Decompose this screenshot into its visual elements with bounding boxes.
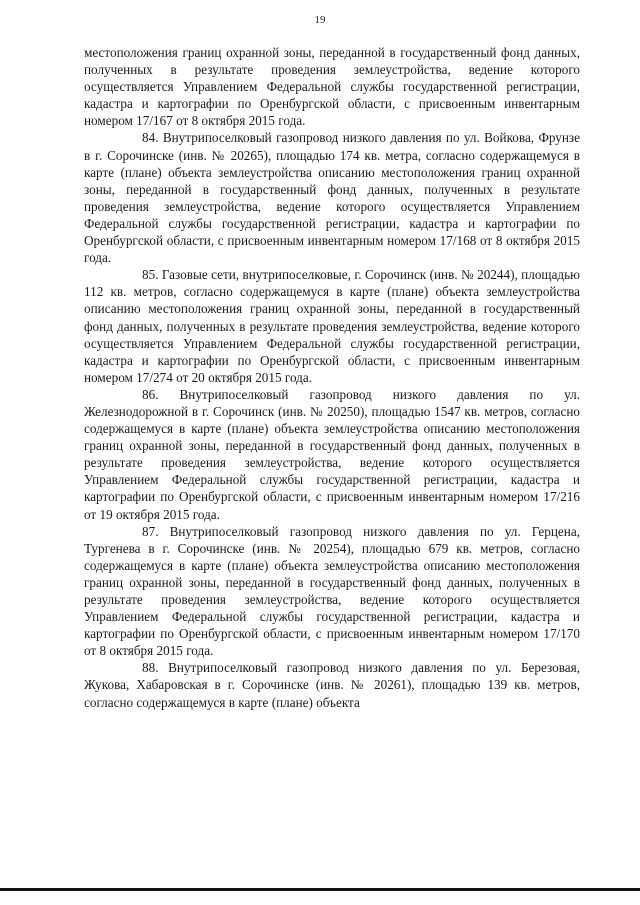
paragraph-item-87: 87. Внутрипоселковый газопровод низкого давления по ул. Герцена, Тургенева в г. Сорочинске (инв. № 20254), площадью 679 кв. метров, согласно содержащемуся в карте (плане) объекта землеустройства описанию местоположения границ охранной зоны, переданной в государственный фонд данных, полученных в результате проведения землеустройства, ведение которого осуществляется Управлением Федеральной службы государственной регистрации, кадастра и картографии по Оренбургской области, с присвоенным инвентарным номером 17/170 от 8 октября 2015 года. <box>84 523 580 659</box>
paragraph-item-88: 88. Внутрипоселковый газопровод низкого давления по ул. Березовая, Жукова, Хабаровская в г. Сорочинске (инв. № 20261), площадью 139 кв. метров, согласно содержащемуся в карте (плане) объекта <box>84 660 580 710</box>
paragraph-item-85: 85. Газовые сети, внутрипоселковые, г. Сорочинск (инв. № 20244), площадью 112 кв. метров, согласно содержащемуся в карте (плане) объекта землеустройства описанию местоположения границ охранной зоны, переданной в государственный фонд данных, полученных в результате проведения землеустройства, ведение которого осуществляется Управлением Федеральной службы государственной регистрации, кадастра и картографии по Оренбургской области, с присвоенным инвентарным номером 17/274 от 20 октября 2015 года. <box>84 267 580 385</box>
document-body <box>84 44 580 711</box>
paragraph-continuation: местоположения границ охранной зоны, переданной в государственный фонд данных, полученных в результате проведения землеустройства, ведение которого осуществляется Управлением Федеральной службы государственной регистрации, кадастра и картографии по Оренбургской области, с присвоенным инвентарным номером 17/167 от 8 октября 2015 года. <box>84 45 580 129</box>
paragraph-item-84: 84. Внутрипоселковый газопровод низкого давления по ул. Войкова, Фрунзе в г. Сорочинске (инв. № 20265), площадью 174 кв. метра, согласно содержащемуся в карте (плане) объекта землеустройства описанию местоположения границ охранной зоны, переданной в государственный фонд данных, полученных в результате проведения землеустройства, ведение которого осуществляется Управлением Федеральной службы государственной регистрации, кадастра и картографии по Оренбургской области, с присвоенным инвентарным номером 17/168 от 8 октября 2015 года. <box>84 130 580 266</box>
page-number: 19 <box>314 14 326 26</box>
bottom-divider <box>0 888 640 891</box>
paragraph-item-86: 86. Внутрипоселковый газопровод низкого давления по ул. Железнодорожной в г. Сорочинск (инв. № 20250), площадью 1547 кв. метров, согласно содержащемуся в карте (плане) объекта землеустройства описанию местоположения границ охранной зоны, переданной в государственный фонд данных, полученных в результате проведения землеустройства, ведение которого осуществляется Управлением Федеральной службы государственной регистрации, кадастра и картографии по Оренбургской области, с присвоенным инвентарным номером 17/216 от 19 октября 2015 года. <box>84 386 580 522</box>
